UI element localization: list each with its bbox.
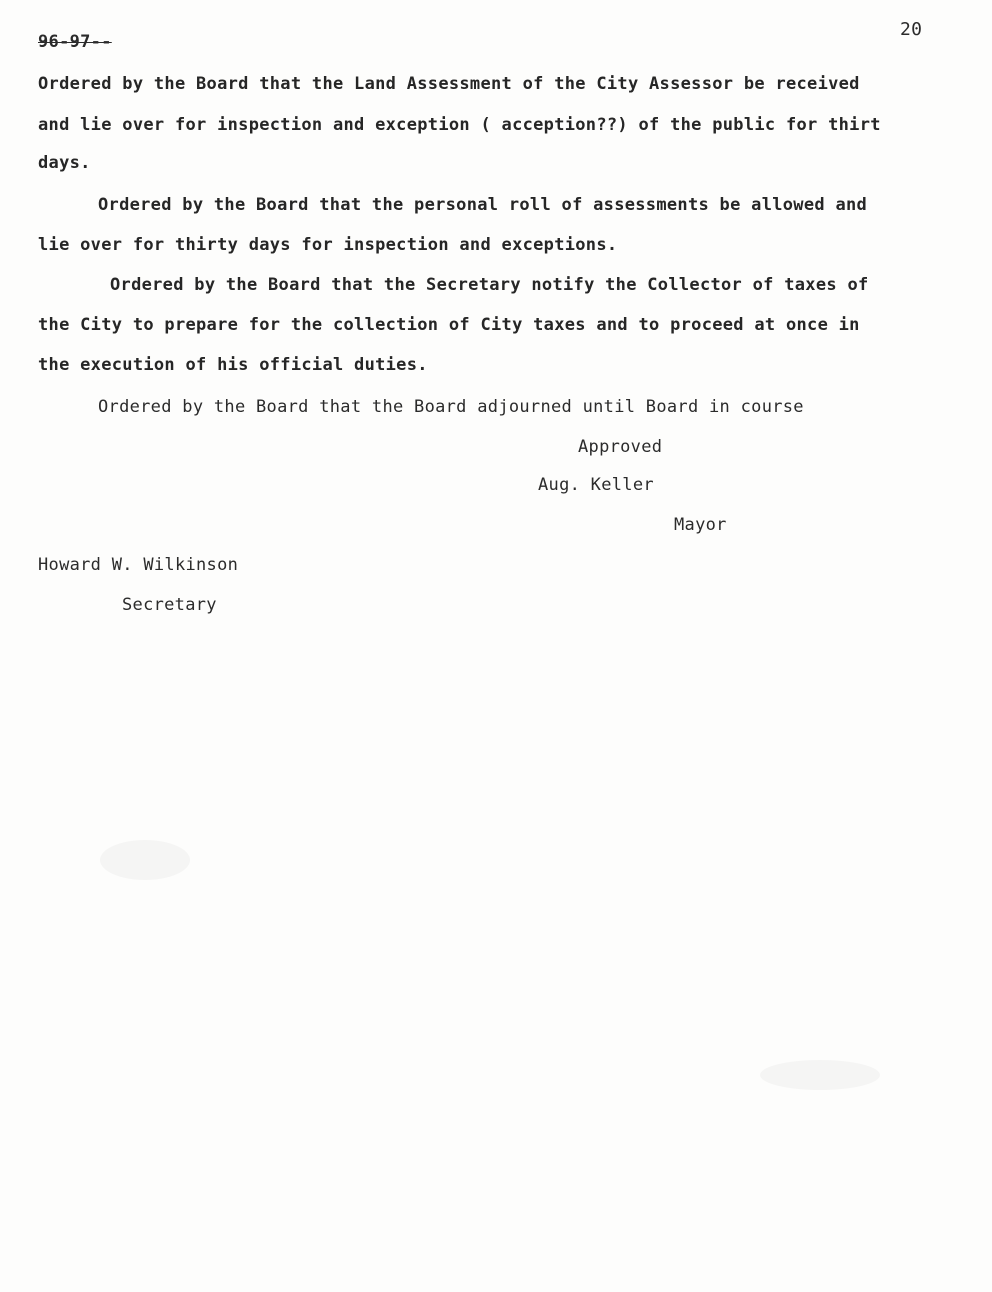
- paragraph-line: Ordered by the Board that the Board adjourned until Board in course: [98, 397, 804, 417]
- mayor-title: Mayor: [674, 515, 727, 535]
- secretary-title: Secretary: [122, 595, 217, 615]
- page-number: 20: [900, 19, 923, 40]
- mayor-name: Aug. Keller: [538, 475, 654, 495]
- paper-smudge: [100, 840, 190, 880]
- approved-label: Approved: [578, 437, 663, 457]
- paragraph-line: Ordered by the Board that the personal roll of assessments be allowed and: [98, 195, 868, 215]
- document-reference: 96-97--: [38, 32, 112, 52]
- secretary-name: Howard W. Wilkinson: [38, 555, 239, 575]
- paragraph-line: and lie over for inspection and exception ( acception??) of the public for thirt: [38, 115, 881, 135]
- paper-smudge: [760, 1060, 880, 1090]
- paragraph-line: Ordered by the Board that the Secretary notify the Collector of taxes of: [110, 275, 869, 295]
- paragraph-line: days.: [38, 153, 91, 173]
- paragraph-line: the City to prepare for the collection of City taxes and to proceed at once in: [38, 315, 860, 335]
- paragraph-line: the execution of his official duties.: [38, 355, 428, 375]
- paragraph-line: lie over for thirty days for inspection and exceptions.: [38, 235, 618, 255]
- paragraph-line: Ordered by the Board that the Land Assessment of the City Assessor be received: [38, 74, 860, 94]
